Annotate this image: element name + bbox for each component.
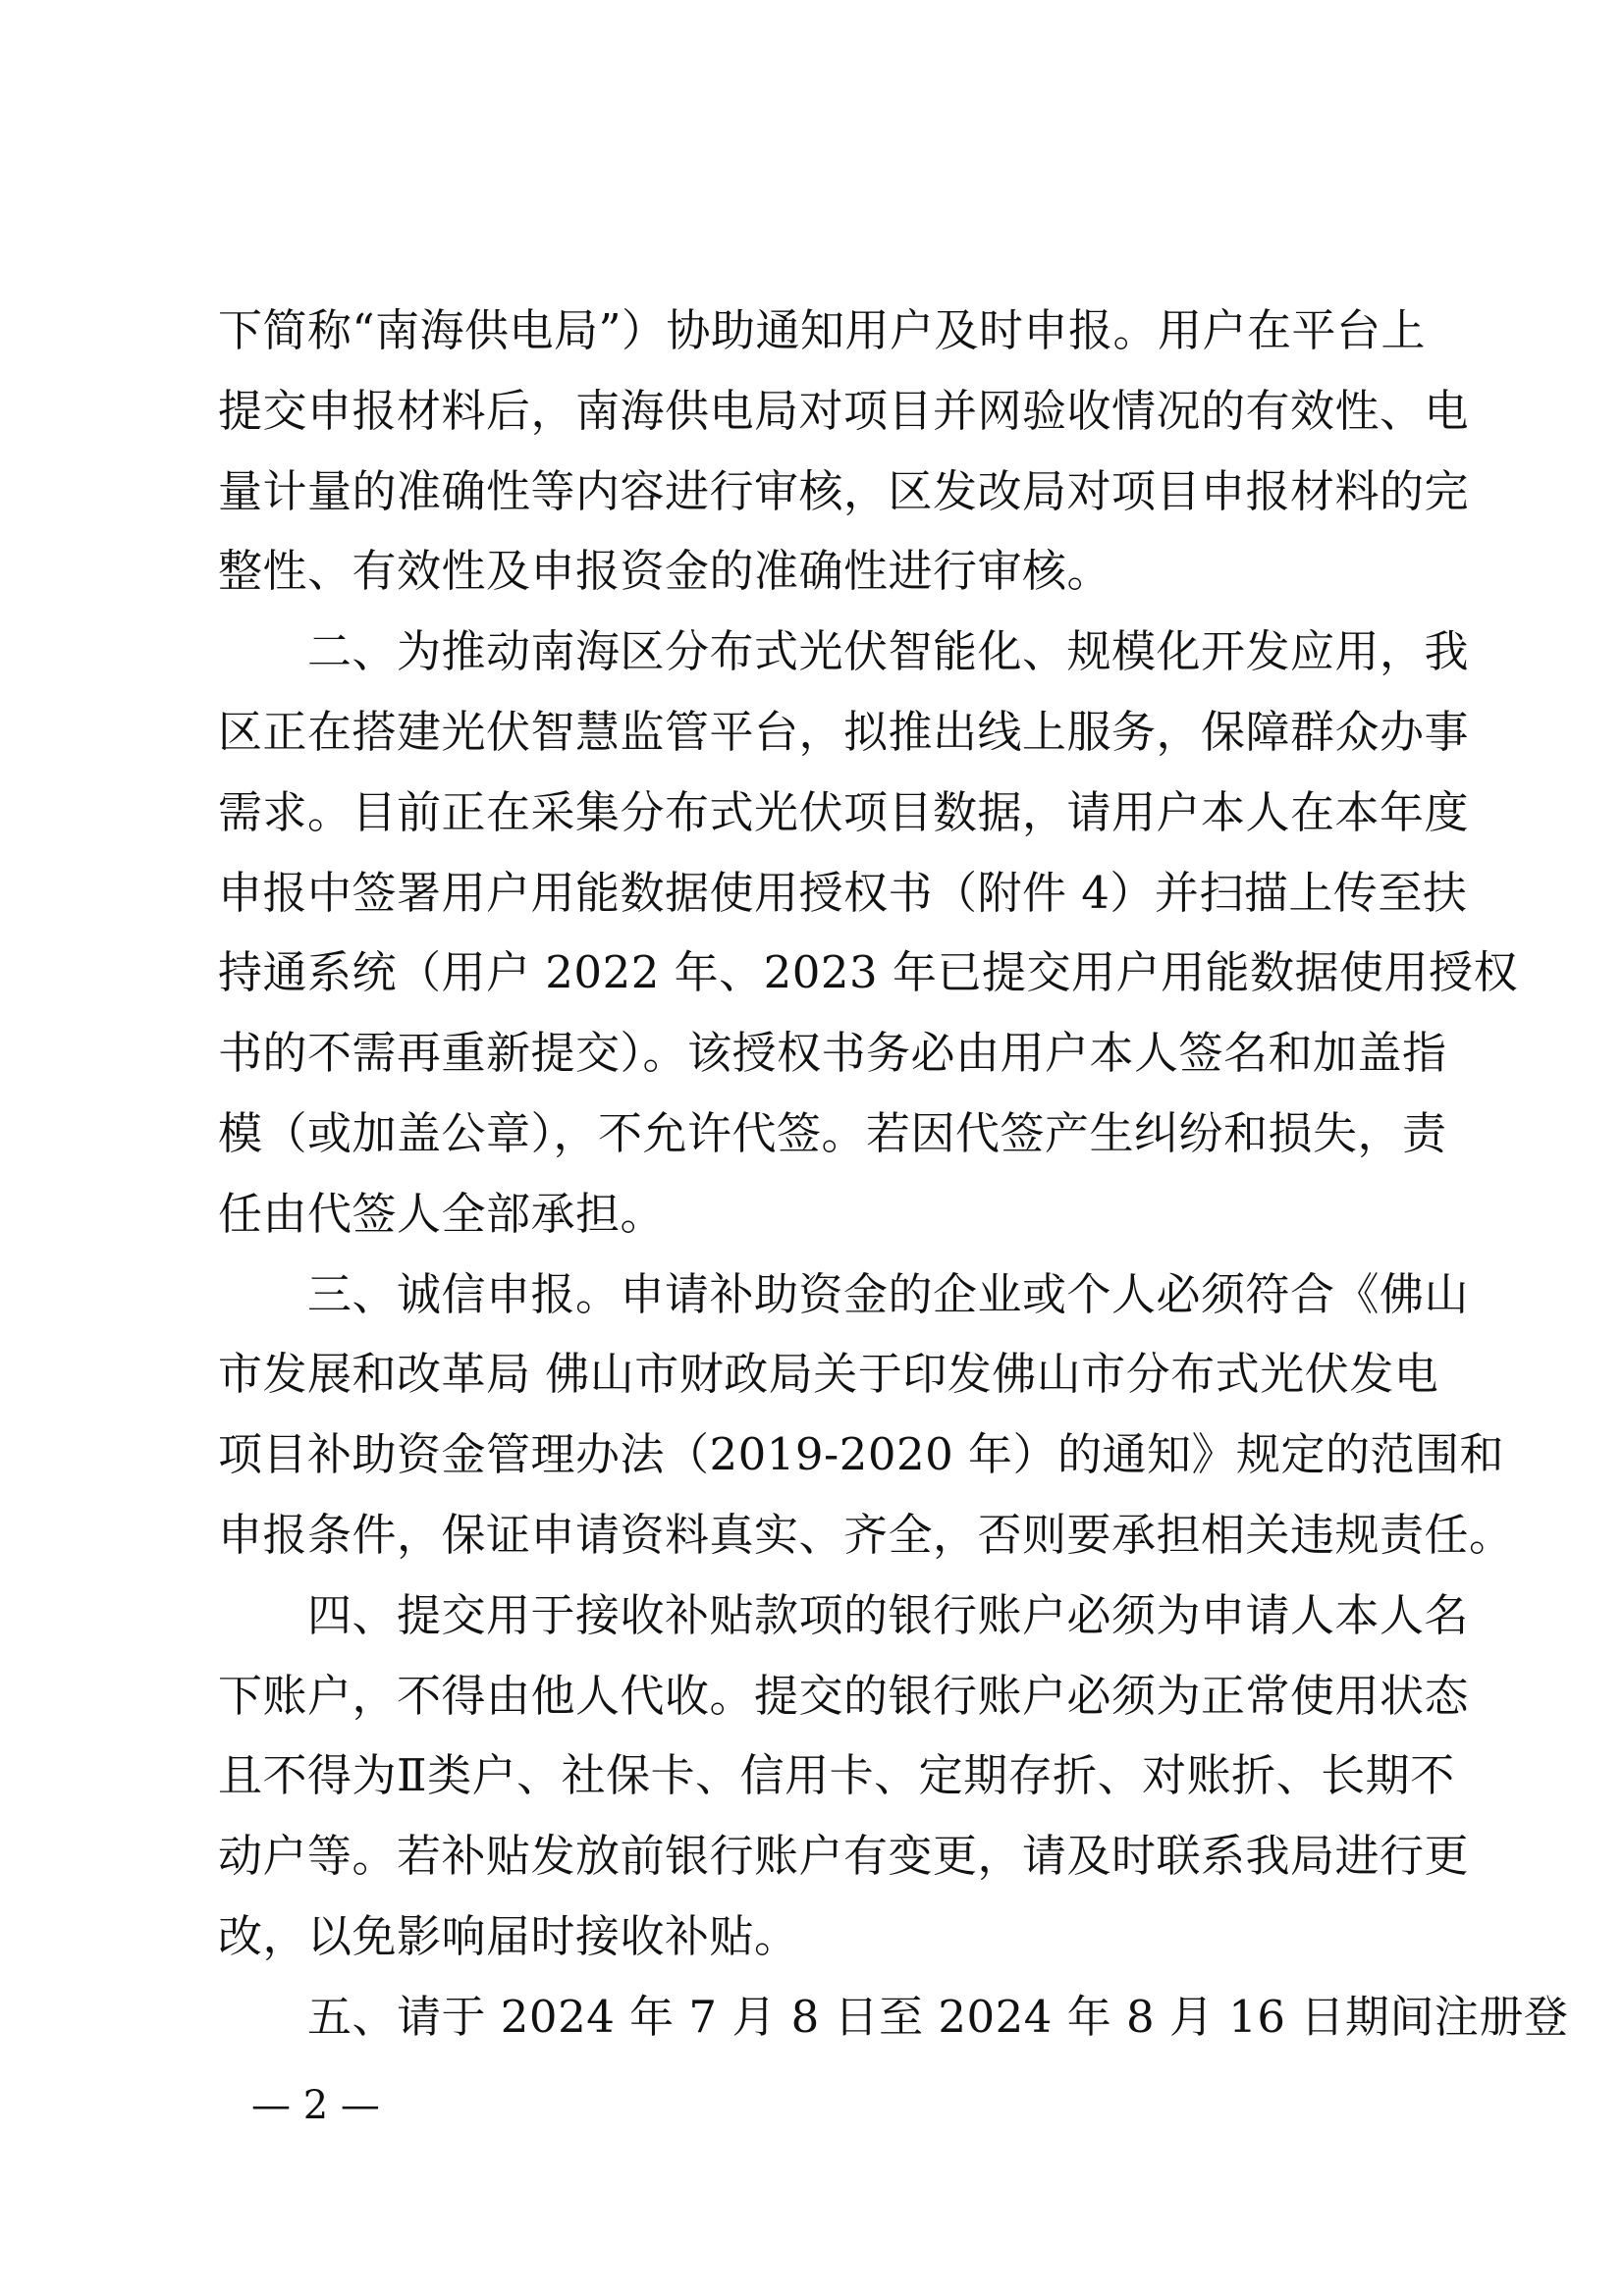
text-line: 提交申报材料后，南海供电局对项目并网验收情况的有效性、电	[218, 384, 1470, 437]
text-line: 量计量的准确性等内容进行审核，区发改局对项目申报材料的完	[218, 464, 1470, 517]
text-line: 申报条件，保证申请资料真实、齐全，否则要承担相关违规责任。	[218, 1508, 1514, 1561]
text-line: 任由代签人全部承担。	[218, 1187, 666, 1240]
text-line: 模（或加盖公章），不允许代签。若因代签产生纠纷和损失，责	[218, 1106, 1447, 1159]
paragraph-three-start: 三、诚信申报。申请补助资金的企业或个人必须符合《佛山	[218, 1267, 1470, 1320]
text-line: 市发展和改革局 佛山市财政局关于印发佛山市分布式光伏发电	[218, 1348, 1439, 1401]
text-line: 书的不需再重新提交）。该授权书务必由用户本人签名和加盖指	[218, 1027, 1447, 1080]
text-line: 下账户，不得由他人代收。提交的银行账户必须为正常使用状态	[218, 1669, 1470, 1722]
paragraph-five-start: 五、请于 2024 年 7 月 8 日至 2024 年 8 月 16 日期间注册登	[218, 1990, 1569, 2043]
text-line: 项目补助资金管理办法（2019-2020 年）的通知》规定的范围和	[218, 1428, 1505, 1481]
text-line: 持通系统（用户 2022 年、2023 年已提交用户用能数据使用授权	[218, 946, 1518, 999]
text-line: 区正在搭建光伏智慧监管平台，拟推出线上服务，保障群众办事	[218, 705, 1470, 758]
paragraph-two-start: 二、为推动南海区分布式光伏智能化、规模化开发应用，我	[218, 625, 1470, 678]
body-text	[218, 291, 1569, 2057]
text-line: 动户等。若补贴发放前银行账户有变更，请及时联系我局进行更	[218, 1830, 1470, 1883]
text-line: 且不得为Ⅱ类户、社保卡、信用卡、定期存折、对账折、长期不	[218, 1749, 1455, 1802]
paragraph-four-start: 四、提交用于接收补贴款项的银行账户必须为申请人本人名	[218, 1588, 1470, 1641]
text-line: 下简称“南海供电局”）协助通知用户及时申报。用户在平台上	[218, 304, 1427, 356]
page-number: — 2 —	[251, 2083, 380, 2128]
text-line: 需求。目前正在采集分布式光伏项目数据，请用户本人在本年度	[218, 785, 1470, 838]
text-line: 整性、有效性及申报资金的准确性进行审核。	[218, 545, 1112, 598]
text-line: 申报中签署用户用能数据使用授权书（附件 4）并扫描上传至扶	[218, 866, 1468, 919]
text-line: 改，以免影响届时接收补贴。	[218, 1909, 799, 1962]
